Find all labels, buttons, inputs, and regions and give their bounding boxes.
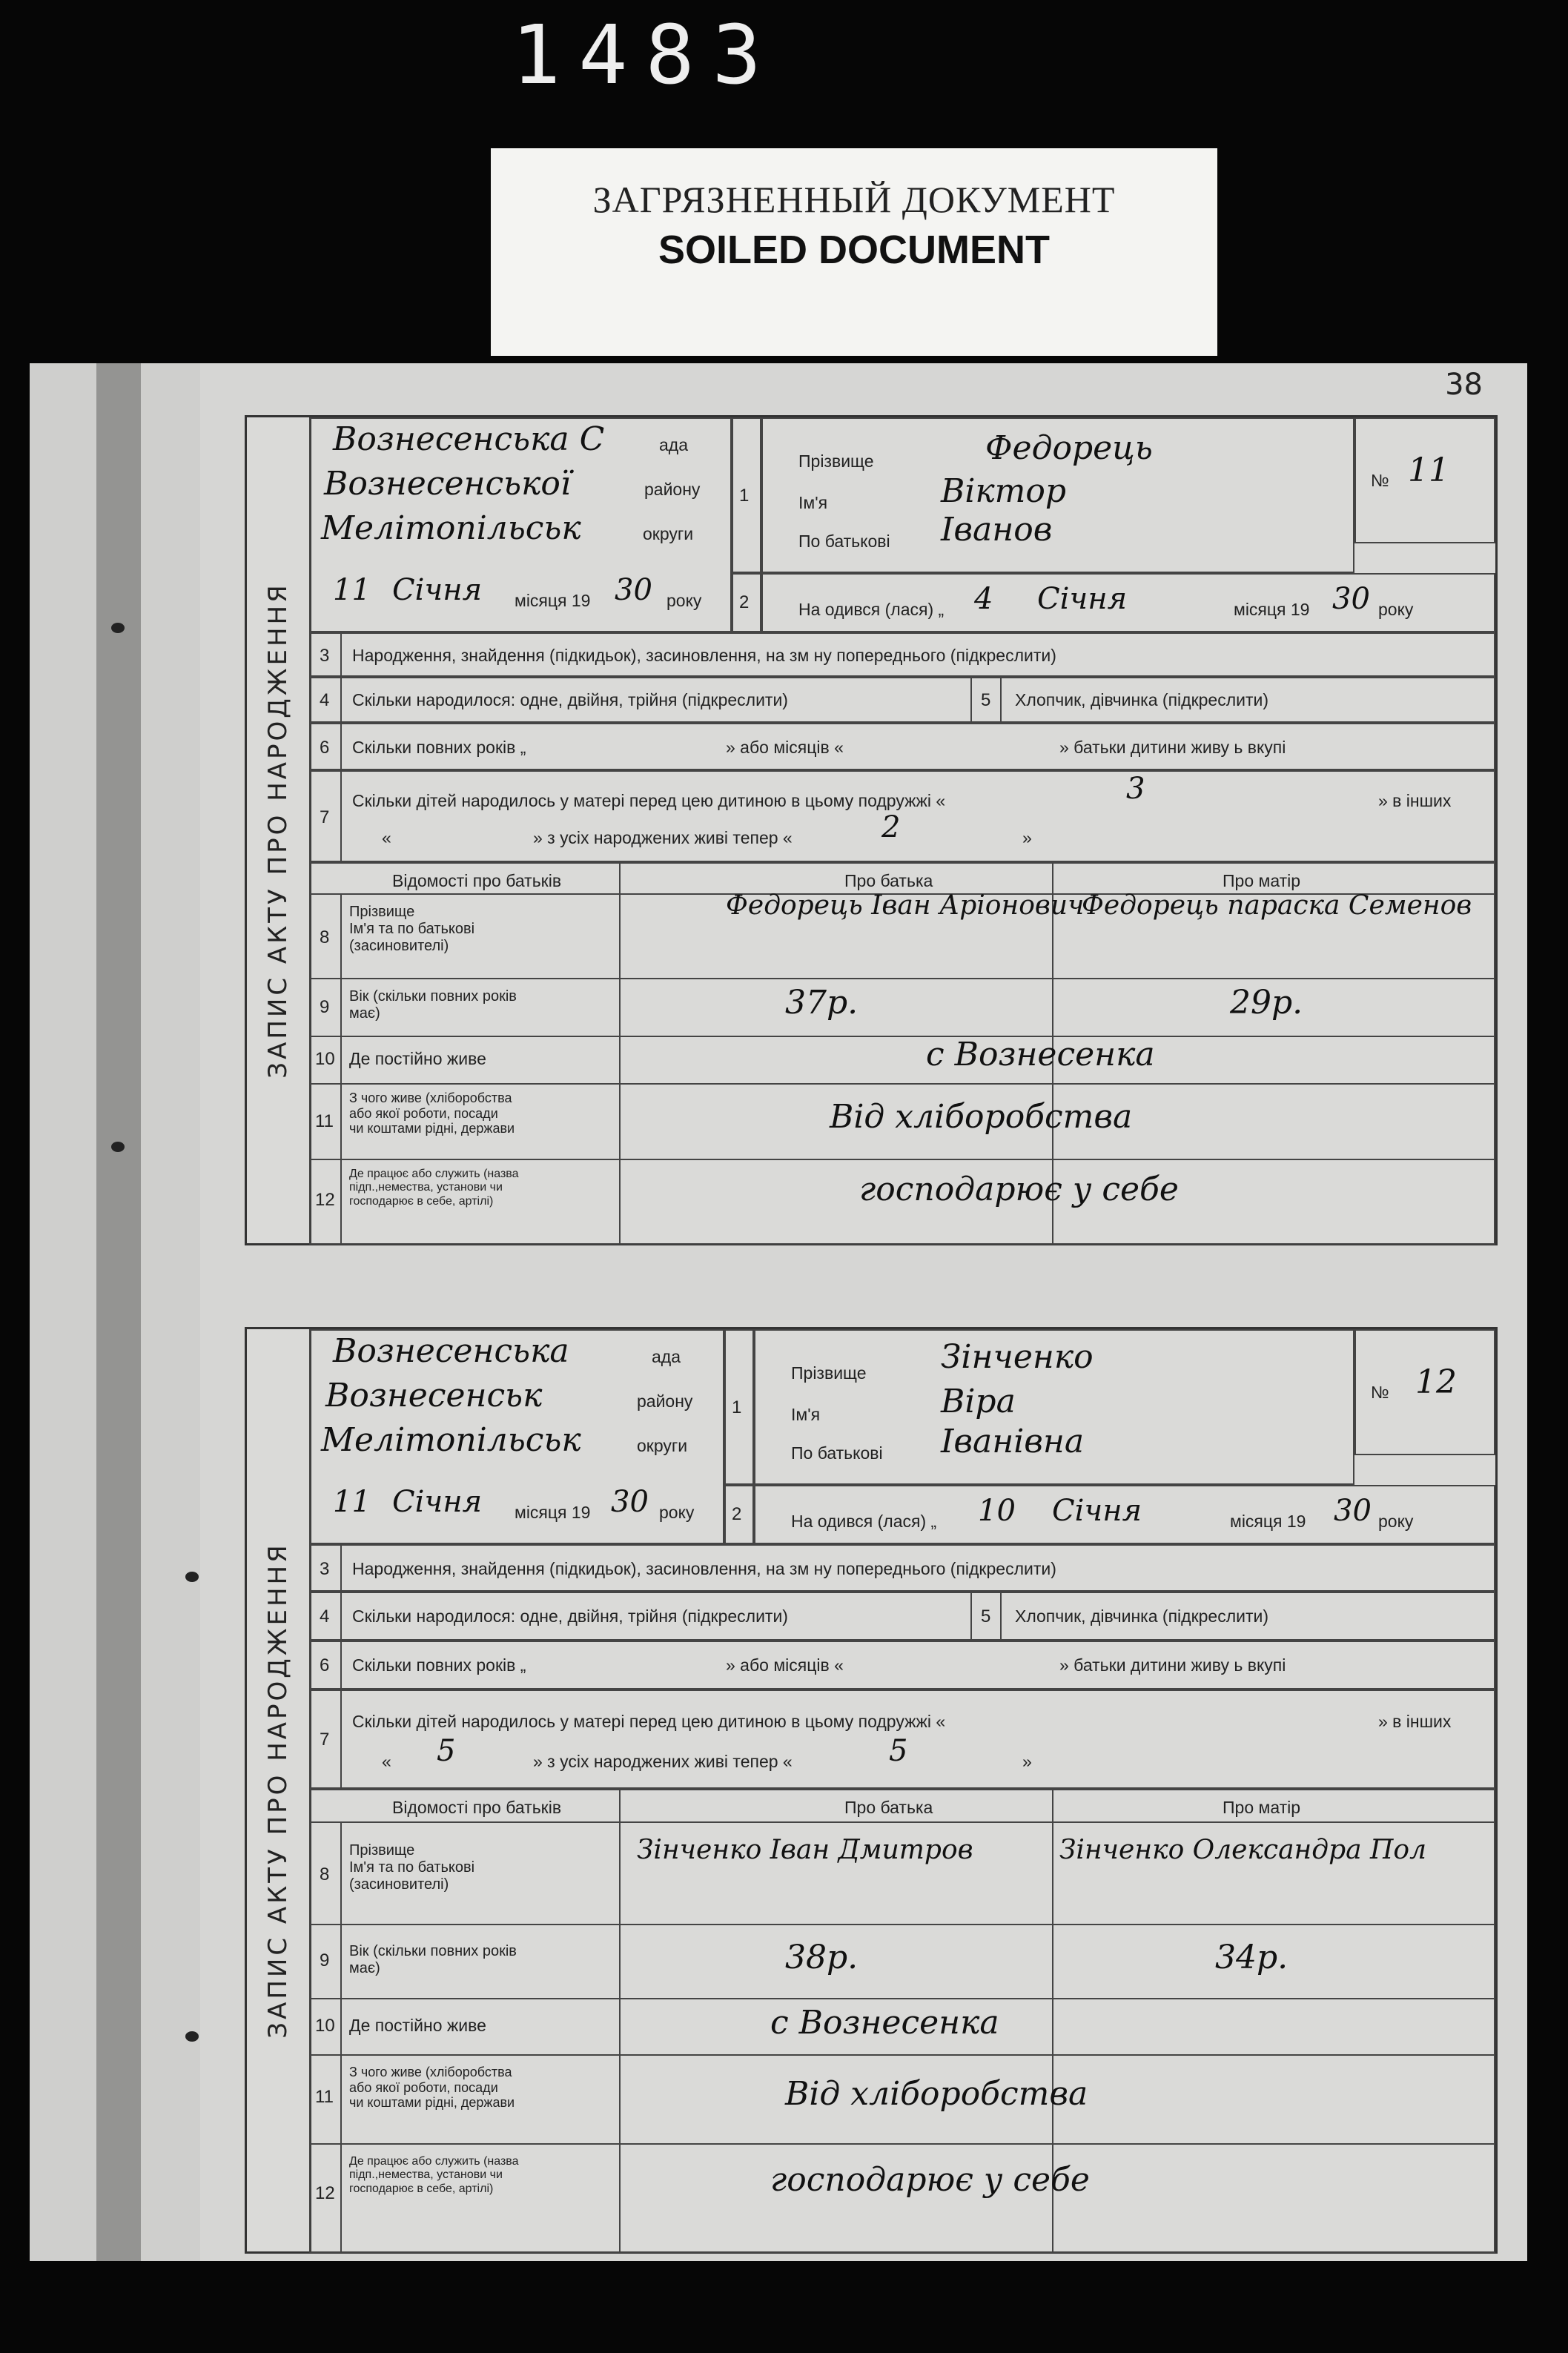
archive-number: 1483 [512, 7, 779, 102]
mother-name: Зінченко Олександра Пол [1059, 1835, 1427, 1865]
name-label: Ім'я [798, 493, 828, 512]
reg-month: Січня [392, 1485, 483, 1519]
row-num-2: 2 [732, 573, 761, 632]
raion-label: району [644, 480, 701, 499]
work-place: господарює у себе [859, 1171, 1179, 1208]
rada-handwritten: Вознесенська [333, 1332, 569, 1370]
birth-record-1 [245, 415, 1498, 1245]
record-number-box: № 11 [1354, 417, 1495, 543]
okrug-label: округи [643, 524, 694, 543]
mother-age: 29р. [1230, 984, 1303, 1022]
soiled-label-ru: ЗАГРЯЗНЕННЫЙ ДОКУМЕНТ [592, 179, 1116, 220]
row-3: 3 Народження, знайдення (підкидьок), засиновлення, на зм ну попереднього (підкреслити) [309, 632, 1495, 677]
work-place: господарює у себе [770, 2161, 1090, 2199]
okrug-handwritten: Мелітопільськ [321, 509, 581, 547]
child-patronymic: Іванов [941, 511, 1053, 549]
row-6: 6 Скільки повних років „ » або місяців « » батьки дитини живу ь вкупі [309, 1641, 1495, 1690]
birth-month: Січня [1052, 1494, 1142, 1528]
mother-age: 34р. [1215, 1939, 1289, 1976]
record-number: 12 [1415, 1363, 1457, 1401]
reg-day: 11 [333, 1485, 371, 1519]
record-side-title: ЗАПИС АКТУ ПРО НАРОДЖЕННЯ [247, 417, 311, 1243]
row-7: 7 Скільки дітей народилось у матері перед цею дитиною в цьому подружжі « » в інших « 5 » з усіх народжених живі тепер « 5 » [309, 1690, 1495, 1789]
record-number: 11 [1408, 451, 1449, 489]
rada-label: ада [659, 435, 689, 454]
reg-day: 11 [333, 573, 371, 607]
child-surname: Федорець [985, 429, 1153, 467]
row-4-5: 4 Скільки народилося: одне, двійня, трійня (підкреслити) 5 Хлопчик, дівчинка (підкреслити) [309, 1592, 1495, 1641]
folio-number: 38 [1445, 368, 1483, 402]
birth-date-block: На одився (лася) „ 10 Січня місяця 19 30 року [754, 1485, 1495, 1544]
livelihood: Від хліборобства [830, 1098, 1133, 1136]
father-name: Федорець Іван Аріонович [726, 890, 1085, 921]
place-block: Вознесенська ада Вознесенськ району Мелітопільськ округи 11 Січня місяця 19 30 року [309, 1329, 724, 1544]
father-name: Зінченко Іван Дмитров [637, 1835, 973, 1865]
row-num-2: 2 [724, 1485, 754, 1544]
livelihood: Від хліборобства [785, 2075, 1088, 2113]
record-number-box: № 12 [1354, 1329, 1495, 1455]
soiled-document-label [491, 148, 1217, 356]
birth-day: 4 [974, 582, 993, 616]
parents-table: Відомості про батьків Про батька Про матір 8 Прізвище Ім'я та по батькові (засиновителі) Федорець Іван Аріонович Федорець параска Семенов 9 Вік (скільки повних років має) 37р. 29р. 10 Де постійно живе с Вознесенка 11 З чого живе (хліборобства або якої роботи, посади чи коштами рідні, держави Від хліборобства 12 Де працює або служить (назва підп.,немества, установи чи господарює в себе, артілі) господарює у себе [309, 862, 1495, 1245]
register-page [200, 363, 1527, 2261]
soiled-label-en: SOILED DOCUMENT [658, 228, 1050, 272]
children-alive: 2 [881, 810, 901, 844]
birth-day: 10 [978, 1494, 1016, 1528]
row-num-1: 1 [724, 1329, 754, 1485]
punch-hole [111, 1142, 125, 1152]
birth-date-block: На одився (лася) „ 4 Січня місяця 19 30 року [761, 573, 1495, 632]
father-age: 37р. [785, 984, 859, 1022]
patronymic-label: По батькові [798, 532, 890, 551]
child-name: Віктор [941, 472, 1067, 510]
parents-table: Відомості про батьків Про батька Про матір 8 Прізвище Ім'я та по батькові (засиновителі) Зінченко Іван Дмитров Зінченко Олександра Пол 9 Вік (скільки повних років має) 38р. 34р. 10 Де постійно живе с Вознесенка 11 З чого живе (хліборобства або якої роботи, посади чи коштами рідні, держави Від хліборобства 12 Де працює або служить (назва підп.,немества, установи чи господарює в себе, артілі) господарює у себе [309, 1789, 1495, 2253]
record-side-title: ЗАПИС АКТУ ПРО НАРОДЖЕННЯ [247, 1329, 311, 2251]
punch-hole [111, 623, 125, 633]
child-patronymic: Іванівна [941, 1423, 1085, 1460]
birth-year: 30 [1332, 582, 1370, 616]
punch-hole [185, 2031, 199, 2042]
children-before: 3 [1126, 772, 1145, 806]
row-num-1: 1 [732, 417, 761, 573]
reg-year: 30 [611, 1485, 649, 1519]
row-7: 7 Скільки дітей народилось у матері перед цею дитиною в цьому подружжі « 3 » в інших « » з усіх народжених живі тепер « 2 » [309, 770, 1495, 862]
binding-shadow [96, 363, 141, 2261]
mother-name: Федорець параска Семенов [1082, 890, 1472, 921]
residence: с Вознесенка [926, 1036, 1155, 1073]
birth-year: 30 [1334, 1494, 1372, 1528]
father-age: 38р. [785, 1939, 859, 1976]
raion-handwritten: Вознесенської [324, 465, 571, 503]
row-4-5: 4 Скільки народилося: одне, двійня, трійня (підкреслити) 5 Хлопчик, дівчинка (підкреслити) [309, 677, 1495, 723]
birth-month: Січня [1037, 582, 1128, 616]
child-name-block [761, 417, 1354, 573]
birth-record-2 [245, 1327, 1498, 2254]
punch-hole [185, 1572, 199, 1582]
rada-handwritten: Вознесенська С [333, 420, 605, 458]
place-block [309, 417, 732, 632]
surname-label: Прізвище [798, 451, 874, 471]
child-name-block: Прізвище Зінченко Ім'я Віра По батькові Іванівна [754, 1329, 1354, 1485]
row-6: 6 Скільки повних років „ » або місяців « » батьки дитини живу ь вкупі [309, 723, 1495, 770]
reg-year: 30 [615, 573, 652, 607]
child-name: Віра [941, 1383, 1016, 1420]
residence: с Вознесенка [770, 2004, 999, 2042]
child-surname: Зінченко [941, 1338, 1094, 1376]
children-alive: 5 [889, 1734, 908, 1768]
raion-handwritten: Вознесенськ [325, 1377, 543, 1414]
row-3: 3 Народження, знайдення (підкидьок), засиновлення, на зм ну попереднього (підкреслити) [309, 1544, 1495, 1592]
children-before: 5 [437, 1734, 456, 1768]
reg-month-label: місяця 19 [515, 591, 591, 610]
reg-month: Січня [392, 573, 483, 607]
reg-year-label: року [666, 591, 702, 610]
okrug-handwritten: Мелітопільськ [321, 1421, 581, 1459]
